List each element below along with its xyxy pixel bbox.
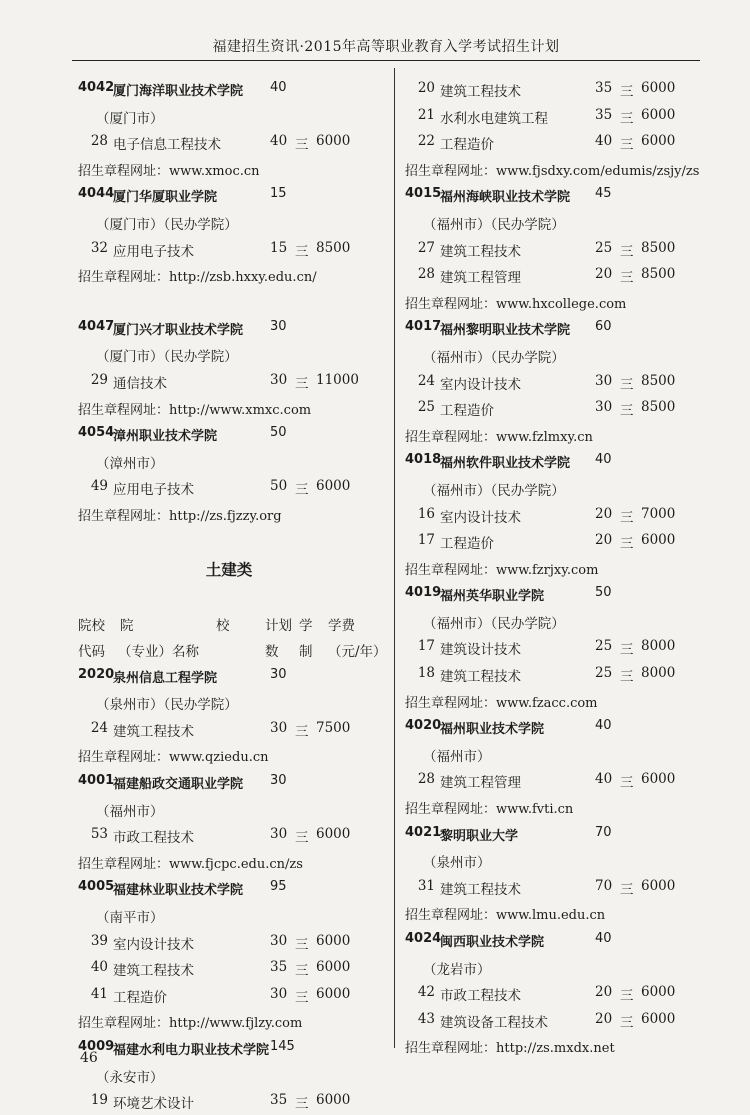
- major-row: [78, 716, 380, 743]
- major-years: 三: [295, 137, 309, 154]
- major-fee: 6000: [641, 80, 676, 96]
- major-row: [405, 528, 705, 555]
- school-row: [405, 714, 705, 741]
- major-name: 市政工程技术: [113, 830, 194, 847]
- major-years: 三: [620, 669, 634, 686]
- major-fee: 6000: [316, 959, 351, 976]
- major-years: 三: [620, 110, 634, 127]
- major-quota: 70: [595, 877, 613, 894]
- location-text: （福州市）（民办学院）: [423, 482, 565, 499]
- major-code: 22: [417, 133, 435, 150]
- column-divider: [394, 68, 395, 1048]
- school-quota: 40: [595, 718, 612, 734]
- major-row: [405, 661, 705, 688]
- major-quota: 40: [595, 771, 613, 788]
- school-code: 4054: [78, 425, 115, 441]
- major-years: 三: [620, 1014, 634, 1031]
- admission-url: [405, 555, 705, 582]
- school-name: 闽西职业技术学院: [440, 935, 545, 950]
- admission-url: [78, 1008, 380, 1035]
- major-years: 三: [295, 963, 309, 980]
- column-header-text: （元/年）: [328, 644, 387, 661]
- major-quota: 30: [270, 932, 288, 949]
- school-row: [78, 769, 380, 796]
- major-fee: 6000: [641, 771, 676, 788]
- location-text: （南平市）: [96, 910, 164, 927]
- school-code: 4044: [78, 186, 115, 202]
- major-row: [78, 368, 380, 395]
- school-quota: 15: [270, 186, 287, 202]
- school-row: [78, 76, 380, 103]
- admission-url: [78, 501, 380, 528]
- column-header-text: 院校: [78, 617, 105, 634]
- school-row: [78, 663, 380, 690]
- major-quota: 20: [595, 984, 613, 1001]
- major-quota: 25: [595, 665, 613, 682]
- column-header-text: 院: [120, 617, 134, 634]
- major-years: 三: [295, 1096, 309, 1113]
- school-name: 漳州职业技术学院: [113, 429, 218, 445]
- major-years: 三: [620, 509, 634, 526]
- school-location: [405, 209, 705, 236]
- school-quota: 30: [270, 773, 287, 789]
- school-row: [405, 448, 705, 475]
- admission-url-text: 招生章程网址：http://www.fjlzy.com: [78, 1016, 303, 1032]
- major-code: 31: [417, 877, 435, 894]
- column-header-text: 制: [299, 644, 313, 661]
- school-row: [405, 821, 705, 848]
- major-code: 42: [417, 984, 435, 1001]
- school-code: 4047: [78, 318, 115, 334]
- major-code: 28: [90, 133, 108, 150]
- major-quota: 35: [595, 106, 613, 123]
- admission-url-text: 招生章程网址：www.lmu.edu.cn: [405, 908, 606, 924]
- school-name: 福州海峡职业技术学院: [440, 190, 571, 206]
- admission-url-text: 招生章程网址：www.fzrjxy.com: [405, 562, 599, 578]
- blank-line: [78, 584, 380, 610]
- major-row: [405, 129, 705, 156]
- major-quota: 35: [595, 80, 613, 96]
- school-code: 4042: [78, 80, 115, 95]
- major-years: 三: [295, 723, 309, 740]
- major-quota: 25: [595, 239, 613, 256]
- major-fee: 7000: [641, 505, 676, 522]
- school-row: [405, 315, 705, 342]
- major-fee: 6000: [641, 106, 676, 123]
- admission-url-text: 招生章程网址：www.xmoc.cn: [78, 163, 260, 179]
- school-location: [405, 475, 705, 502]
- blank-line: [78, 289, 380, 315]
- major-row: [405, 874, 705, 901]
- admission-url: [78, 849, 380, 876]
- major-name: 工程造价: [440, 536, 494, 553]
- major-name: 建筑工程技术: [113, 963, 194, 980]
- school-location: [78, 1062, 380, 1089]
- major-code: 40: [90, 959, 108, 976]
- school-location: [78, 103, 380, 130]
- location-text: （泉州市）（民办学院）: [96, 697, 238, 714]
- major-code: 17: [417, 638, 435, 655]
- major-fee: 6000: [316, 1092, 351, 1109]
- major-years: 三: [620, 881, 634, 898]
- admission-url: [405, 900, 705, 927]
- major-row: [78, 236, 380, 263]
- major-years: 三: [620, 137, 634, 154]
- table-column-header: [78, 610, 380, 637]
- major-row: [405, 103, 705, 130]
- category-title: 土建类: [205, 560, 253, 579]
- admission-url: [78, 262, 380, 289]
- major-name: 工程造价: [440, 403, 494, 420]
- school-quota: 40: [595, 452, 612, 468]
- school-quota: 30: [270, 666, 287, 682]
- major-years: 三: [620, 775, 634, 792]
- column-header-text: 学费: [328, 617, 355, 634]
- school-name: 福州软件职业技术学院: [440, 456, 571, 472]
- location-text: （永安市）: [96, 1069, 164, 1086]
- left-column: [78, 76, 387, 1115]
- major-row: [78, 982, 380, 1009]
- major-name: 水利水电建筑工程: [440, 110, 548, 127]
- major-fee: 8500: [316, 239, 351, 256]
- major-quota: 40: [595, 133, 613, 150]
- major-fee: 6000: [316, 985, 351, 1002]
- major-fee: 6000: [641, 532, 676, 549]
- school-code: 4018: [405, 452, 442, 468]
- school-location: [78, 689, 380, 716]
- school-name: 福建船政交通职业学院: [113, 777, 244, 793]
- major-code: 24: [90, 719, 108, 736]
- right-column: [405, 76, 705, 1060]
- header-rule: [72, 60, 700, 61]
- school-name: 福州英华职业学院: [440, 589, 545, 605]
- school-code: 4019: [405, 585, 442, 601]
- major-fee: 7500: [316, 719, 351, 736]
- major-row: [78, 929, 380, 956]
- major-years: 三: [295, 989, 309, 1006]
- admission-url: [78, 742, 380, 769]
- school-name: 泉州信息工程学院: [113, 670, 218, 686]
- major-fee: 11000: [316, 371, 359, 388]
- admission-url: [405, 422, 705, 449]
- major-fee: 6000: [316, 826, 351, 843]
- page-header: 福建招生资讯·2015年高等职业教育入学考试招生计划: [212, 39, 560, 55]
- major-code: 21: [417, 106, 435, 123]
- school-location: [78, 341, 380, 368]
- major-years: 三: [295, 830, 309, 847]
- major-quota: 35: [270, 1092, 288, 1109]
- admission-url: [405, 794, 705, 821]
- major-code: 43: [417, 1010, 435, 1027]
- major-years: 三: [295, 936, 309, 953]
- major-code: 49: [90, 478, 108, 495]
- major-years: 三: [620, 536, 634, 553]
- admission-url-text: 招生章程网址：www.fjsdxy.com/edumis/zsjy/zs: [405, 163, 700, 179]
- major-quota: 30: [595, 372, 613, 389]
- school-code: 4009: [78, 1039, 115, 1054]
- major-name: 建筑设计技术: [440, 642, 521, 659]
- major-quota: 20: [595, 1010, 613, 1027]
- major-name: 工程造价: [440, 137, 494, 154]
- major-fee: 6000: [316, 133, 351, 150]
- major-row: [405, 634, 705, 661]
- location-text: （福州市）: [96, 803, 164, 820]
- major-row: [405, 369, 705, 396]
- school-location: [405, 342, 705, 369]
- admission-url-text: 招生章程网址：www.fvti.cn: [405, 802, 574, 818]
- school-location: [78, 209, 380, 236]
- major-fee: 8500: [641, 239, 676, 256]
- admission-url-text: 招生章程网址：www.fzlmxy.cn: [405, 429, 593, 445]
- admission-url-text: 招生章程网址：http://www.xmxc.com: [78, 402, 312, 418]
- column-header-text: 校: [216, 617, 230, 634]
- major-name: 电子信息工程技术: [113, 137, 221, 154]
- major-years: 三: [620, 642, 634, 659]
- admission-url-text: 招生章程网址：www.qziedu.cn: [78, 750, 269, 766]
- school-name: 厦门海洋职业技术学院: [113, 84, 244, 99]
- location-text: （福州市）（民办学院）: [423, 349, 565, 366]
- major-years: 三: [295, 375, 309, 392]
- major-code: 16: [417, 505, 435, 522]
- major-code: 41: [90, 985, 108, 1002]
- major-code: 20: [417, 80, 435, 96]
- location-text: （福州市）: [423, 748, 491, 765]
- school-quota: 95: [270, 879, 287, 895]
- school-location: [78, 796, 380, 823]
- major-fee: 8500: [641, 266, 676, 283]
- school-code: 4001: [78, 773, 115, 789]
- school-code: 4005: [78, 879, 115, 895]
- major-fee: 8000: [641, 638, 676, 655]
- school-row: [405, 182, 705, 209]
- location-text: （龙岩市）: [423, 961, 491, 978]
- major-row: [405, 767, 705, 794]
- major-name: 环境艺术设计: [113, 1096, 194, 1113]
- major-name: 室内设计技术: [440, 509, 521, 526]
- school-row: [78, 1035, 380, 1062]
- major-years: 三: [620, 243, 634, 260]
- admission-url-text: 招生章程网址：www.hxcollege.com: [405, 296, 627, 312]
- major-row: [78, 822, 380, 849]
- major-fee: 6000: [641, 1010, 676, 1027]
- major-fee: 8000: [641, 665, 676, 682]
- school-location: [405, 847, 705, 874]
- school-name: 厦门兴才职业技术学院: [113, 322, 244, 338]
- major-name: 市政工程技术: [440, 988, 521, 1005]
- major-code: 27: [417, 239, 435, 256]
- major-name: 建筑工程管理: [440, 775, 521, 792]
- major-row: [405, 262, 705, 289]
- location-text: （福州市）（民办学院）: [423, 216, 565, 233]
- major-name: 通信技术: [113, 375, 167, 392]
- major-quota: 25: [595, 638, 613, 655]
- category-heading: [78, 554, 380, 584]
- major-years: 三: [295, 243, 309, 260]
- school-quota: 30: [270, 318, 287, 334]
- admission-url-text: 招生章程网址：http://zs.fjzzy.org: [78, 508, 282, 524]
- major-row: [405, 502, 705, 529]
- location-text: （厦门市）: [96, 110, 164, 127]
- school-location: [78, 448, 380, 475]
- school-name: 福建水利电力职业技术学院: [113, 1043, 270, 1058]
- major-fee: 6000: [641, 133, 676, 150]
- major-row: [78, 1088, 380, 1115]
- admission-url-text: 招生章程网址：www.fjcpc.edu.cn/zs: [78, 856, 303, 872]
- major-fee: 6000: [316, 478, 351, 495]
- major-years: 三: [620, 84, 634, 100]
- major-quota: 20: [595, 505, 613, 522]
- school-name: 福建林业职业技术学院: [113, 883, 244, 899]
- major-code: 39: [90, 932, 108, 949]
- major-name: 室内设计技术: [440, 376, 521, 393]
- admission-url: [78, 395, 380, 422]
- major-name: 建筑工程技术: [113, 723, 194, 740]
- location-text: （厦门市）（民办学院）: [96, 349, 238, 366]
- admission-url: [405, 156, 705, 183]
- major-name: 建筑工程技术: [440, 84, 521, 100]
- column-header-text: 数: [265, 644, 279, 661]
- major-fee: 6000: [316, 932, 351, 949]
- column-header-text: （专业）名称: [118, 644, 199, 661]
- major-code: 28: [417, 771, 435, 788]
- major-name: 工程造价: [113, 989, 167, 1006]
- admission-url: [78, 156, 380, 183]
- column-header-text: 计划: [265, 617, 292, 634]
- major-row: [78, 129, 380, 156]
- location-text: （福州市）（民办学院）: [423, 615, 565, 632]
- major-years: 三: [620, 376, 634, 393]
- school-row: [78, 421, 380, 448]
- major-fee: 6000: [641, 877, 676, 894]
- major-fee: 8500: [641, 399, 676, 416]
- major-code: 29: [90, 371, 108, 388]
- major-quota: 50: [270, 478, 288, 495]
- major-name: 应用电子技术: [113, 243, 194, 260]
- school-row: [78, 875, 380, 902]
- major-quota: 20: [595, 532, 613, 549]
- school-location: [405, 954, 705, 981]
- major-quota: 30: [270, 719, 288, 736]
- major-years: 三: [620, 270, 634, 287]
- school-quota: 45: [595, 186, 612, 202]
- major-years: 三: [620, 403, 634, 420]
- major-row: [78, 955, 380, 982]
- school-code: 4021: [405, 824, 442, 840]
- school-name: 福州职业技术学院: [440, 722, 545, 738]
- school-row: [405, 581, 705, 608]
- major-quota: 15: [270, 239, 288, 256]
- major-code: 25: [417, 399, 435, 416]
- major-code: 17: [417, 532, 435, 549]
- school-location: [405, 608, 705, 635]
- school-code: 2020: [78, 666, 115, 682]
- school-quota: 40: [270, 80, 287, 95]
- major-fee: 8500: [641, 372, 676, 389]
- school-name: 黎明职业大学: [440, 828, 519, 844]
- major-name: 建筑工程技术: [440, 881, 521, 898]
- blank-line: [78, 528, 380, 554]
- major-quota: 30: [270, 826, 288, 843]
- major-quota: 30: [270, 985, 288, 1002]
- major-quota: 20: [595, 266, 613, 283]
- major-name: 建筑设备工程技术: [440, 1014, 548, 1031]
- school-code: 4017: [405, 319, 442, 335]
- major-row: [405, 76, 705, 103]
- column-header-text: 代码: [78, 644, 105, 661]
- school-quota: 50: [595, 585, 612, 601]
- major-name: 室内设计技术: [113, 936, 194, 953]
- page-number: 46: [80, 1050, 98, 1066]
- school-code: 4015: [405, 186, 442, 202]
- location-text: （厦门市）（民办学院）: [96, 216, 238, 233]
- school-name: 福州黎明职业技术学院: [440, 323, 571, 339]
- column-header-text: 学: [299, 617, 313, 634]
- admission-url: [405, 688, 705, 715]
- major-row: [405, 395, 705, 422]
- major-name: 建筑工程技术: [440, 243, 521, 260]
- major-code: 19: [90, 1092, 108, 1109]
- school-row: [78, 182, 380, 209]
- major-row: [405, 1007, 705, 1034]
- school-quota: 40: [595, 931, 612, 946]
- admission-url: [405, 1033, 705, 1060]
- admission-url-text: 招生章程网址：www.fzacc.com: [405, 695, 598, 711]
- major-code: 24: [417, 372, 435, 389]
- major-row: [78, 474, 380, 501]
- school-code: 4020: [405, 718, 442, 734]
- major-quota: 30: [270, 371, 288, 388]
- school-location: [405, 741, 705, 768]
- major-quota: 35: [270, 959, 288, 976]
- major-years: 三: [620, 988, 634, 1005]
- admission-url: [405, 289, 705, 316]
- school-row: [78, 315, 380, 342]
- major-quota: 40: [270, 133, 288, 150]
- school-code: 4024: [405, 931, 442, 946]
- location-text: （泉州市）: [423, 855, 491, 872]
- major-row: [405, 980, 705, 1007]
- school-name: 厦门华厦职业学院: [113, 190, 218, 206]
- admission-url-text: 招生章程网址：http://zs.mxdx.net: [405, 1041, 615, 1057]
- school-row: [405, 927, 705, 954]
- major-row: [405, 236, 705, 263]
- table-column-header: [78, 636, 387, 663]
- major-fee: 6000: [641, 984, 676, 1001]
- major-code: 28: [417, 266, 435, 283]
- major-code: 32: [90, 239, 108, 256]
- school-location: [78, 902, 380, 929]
- major-name: 建筑工程技术: [440, 669, 521, 686]
- major-code: 18: [417, 665, 435, 682]
- major-quota: 30: [595, 399, 613, 416]
- major-name: 建筑工程管理: [440, 270, 521, 287]
- school-quota: 145: [270, 1039, 295, 1054]
- school-quota: 70: [595, 824, 612, 840]
- major-years: 三: [295, 482, 309, 499]
- school-quota: 50: [270, 425, 287, 441]
- major-code: 53: [90, 826, 108, 843]
- admission-url-text: 招生章程网址：http://zsb.hxxy.edu.cn/: [78, 270, 317, 286]
- location-text: （漳州市）: [96, 455, 164, 472]
- school-quota: 60: [595, 319, 612, 335]
- major-name: 应用电子技术: [113, 482, 194, 499]
